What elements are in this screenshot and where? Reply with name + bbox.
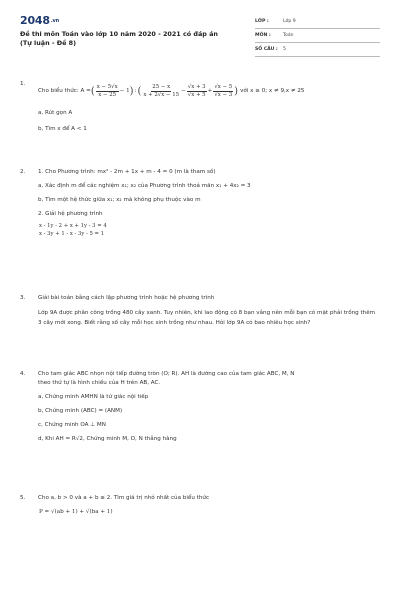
expression-intro: Cho biểu thức: A = xyxy=(38,87,91,94)
logo-text: 2048 xyxy=(20,14,50,27)
left-paren-icon: ( xyxy=(90,85,95,97)
meta-value: 5 xyxy=(283,47,286,52)
question-4-line-2: theo thứ tự là hình chiếu của H trên AB, AC. xyxy=(38,380,161,386)
question-3-line-1: Giải bài toán bằng cách lập phương trình hoặc hệ phương trình xyxy=(38,295,215,301)
logo-tld: .vn xyxy=(50,18,59,24)
question-4-part-c: c, Chứng minh OA ⊥ MN xyxy=(38,422,106,428)
right-paren-icon: ) xyxy=(234,85,239,97)
fraction-denominator: x + 2√x − 15 xyxy=(143,91,180,98)
right-paren-icon: ) xyxy=(129,85,134,97)
document-title xyxy=(20,30,230,47)
question-5-expression: P = √(ab + 1) + √(ba + 1) xyxy=(39,509,113,515)
question-1-part-b: b, Tìm x để A < 1 xyxy=(38,126,87,132)
system-equation-2: x - 3y + 1 - x - 3y - 5 = 1 xyxy=(39,230,105,237)
left-paren-icon: ( xyxy=(137,85,142,97)
question-2-part-b: b, Tìm một hệ thức giữa x₁; x₂ mà không phụ thuộc vào m xyxy=(38,197,201,203)
fraction-3 xyxy=(187,84,207,98)
question-number: 4. xyxy=(20,371,26,377)
question-number: 3. xyxy=(20,295,26,301)
question-4-part-a: a, Chứng minh AMHN là tứ giác nội tiếp xyxy=(38,394,149,400)
question-5 xyxy=(20,494,382,517)
fraction-4 xyxy=(213,84,233,98)
meta-value: Lớp 9 xyxy=(283,19,296,24)
plus-sign: + xyxy=(207,87,213,94)
minus-sign: − xyxy=(181,87,186,94)
fraction-denominator: x − 25 xyxy=(98,91,117,98)
expression-condition: với x ≥ 0; x ≠ 9,x ≠ 25 xyxy=(240,87,305,94)
question-4 xyxy=(20,370,382,444)
meta-table xyxy=(255,15,380,57)
fraction-1 xyxy=(96,84,119,98)
fraction-numerator: x − 5√x xyxy=(96,84,118,90)
site-logo[interactable] xyxy=(20,14,59,27)
fraction-denominator: √x + 5 xyxy=(187,91,206,98)
fraction-numerator: √x − 5 xyxy=(214,84,233,90)
fraction-denominator: √x − 3 xyxy=(214,91,233,98)
question-2-part-a: a, Xác định m để các nghiệm x₁; x₂ của Phương trình thoả mãn x₁ + 4x₂ = 3 xyxy=(38,183,251,189)
question-1-part-a: a, Rút gọn A xyxy=(38,110,73,116)
title-line-1: Đề thi môn Toán vào lớp 10 năm 2020 - 2021 có đáp án xyxy=(20,30,218,38)
fraction-numerator: 25 − x xyxy=(152,84,171,90)
meta-label: LỚP : xyxy=(255,19,269,24)
question-4-part-d: d, Khi AH = R√2, Chứng minh M, O, N thẳng hàng xyxy=(38,436,177,442)
minus-one: − 1 xyxy=(119,87,130,94)
question-3 xyxy=(20,294,382,328)
fraction-numerator: √x + 3 xyxy=(187,84,206,90)
question-4-line-1: Cho tam giác ABC nhọn nội tiếp đường tròn (O; R). AH là đường cao của tam giác ABC, M, N xyxy=(38,371,295,377)
question-number: 5. xyxy=(20,495,26,501)
fraction-2 xyxy=(142,84,180,98)
meta-label: SỐ CÂU : xyxy=(255,47,278,52)
meta-row-question-count xyxy=(255,43,380,57)
meta-row-subject xyxy=(255,29,380,43)
question-2-line-1: 1. Cho Phương trình: mx² - 2m + 1x + m - 4 = 0 (m là tham số) xyxy=(38,169,216,175)
question-1 xyxy=(20,80,382,134)
system-equation-1: x - 1y - 2 + x + 1y - 3 = 4 xyxy=(39,223,107,229)
meta-label: MÔN : xyxy=(255,33,271,38)
question-2-part-2: 2. Giải hệ phương trình xyxy=(38,211,103,217)
question-number: 1. xyxy=(20,81,26,87)
equation-system xyxy=(38,223,382,238)
meta-row-class xyxy=(255,15,380,29)
question-1-expression xyxy=(38,80,382,102)
division-colon: : xyxy=(134,87,137,94)
meta-value: Toán xyxy=(283,33,294,38)
question-number: 2. xyxy=(20,169,26,175)
question-3-paragraph: Lớp 9A được phân công trồng 480 cây xanh. Tuy nhiên, khi lao động có 8 bạn vắng nên mỗi bạn có mặt phải trồng thêm 3 cây mới xong. Biết rằng số cây mỗi học sinh trồng như nhau. Hỏi lớp 9A có bao nhiêu học sinh? xyxy=(38,310,376,326)
question-2 xyxy=(20,168,382,238)
title-line-2: (Tự luận - Đề 8) xyxy=(20,38,77,47)
question-5-line-1: Cho a, b > 0 và a + b ≤ 2. Tìm giá trị nhỏ nhất của biểu thức xyxy=(38,495,210,501)
question-4-part-b: b, Chứng minh (ABC) = (ANM) xyxy=(38,408,123,414)
